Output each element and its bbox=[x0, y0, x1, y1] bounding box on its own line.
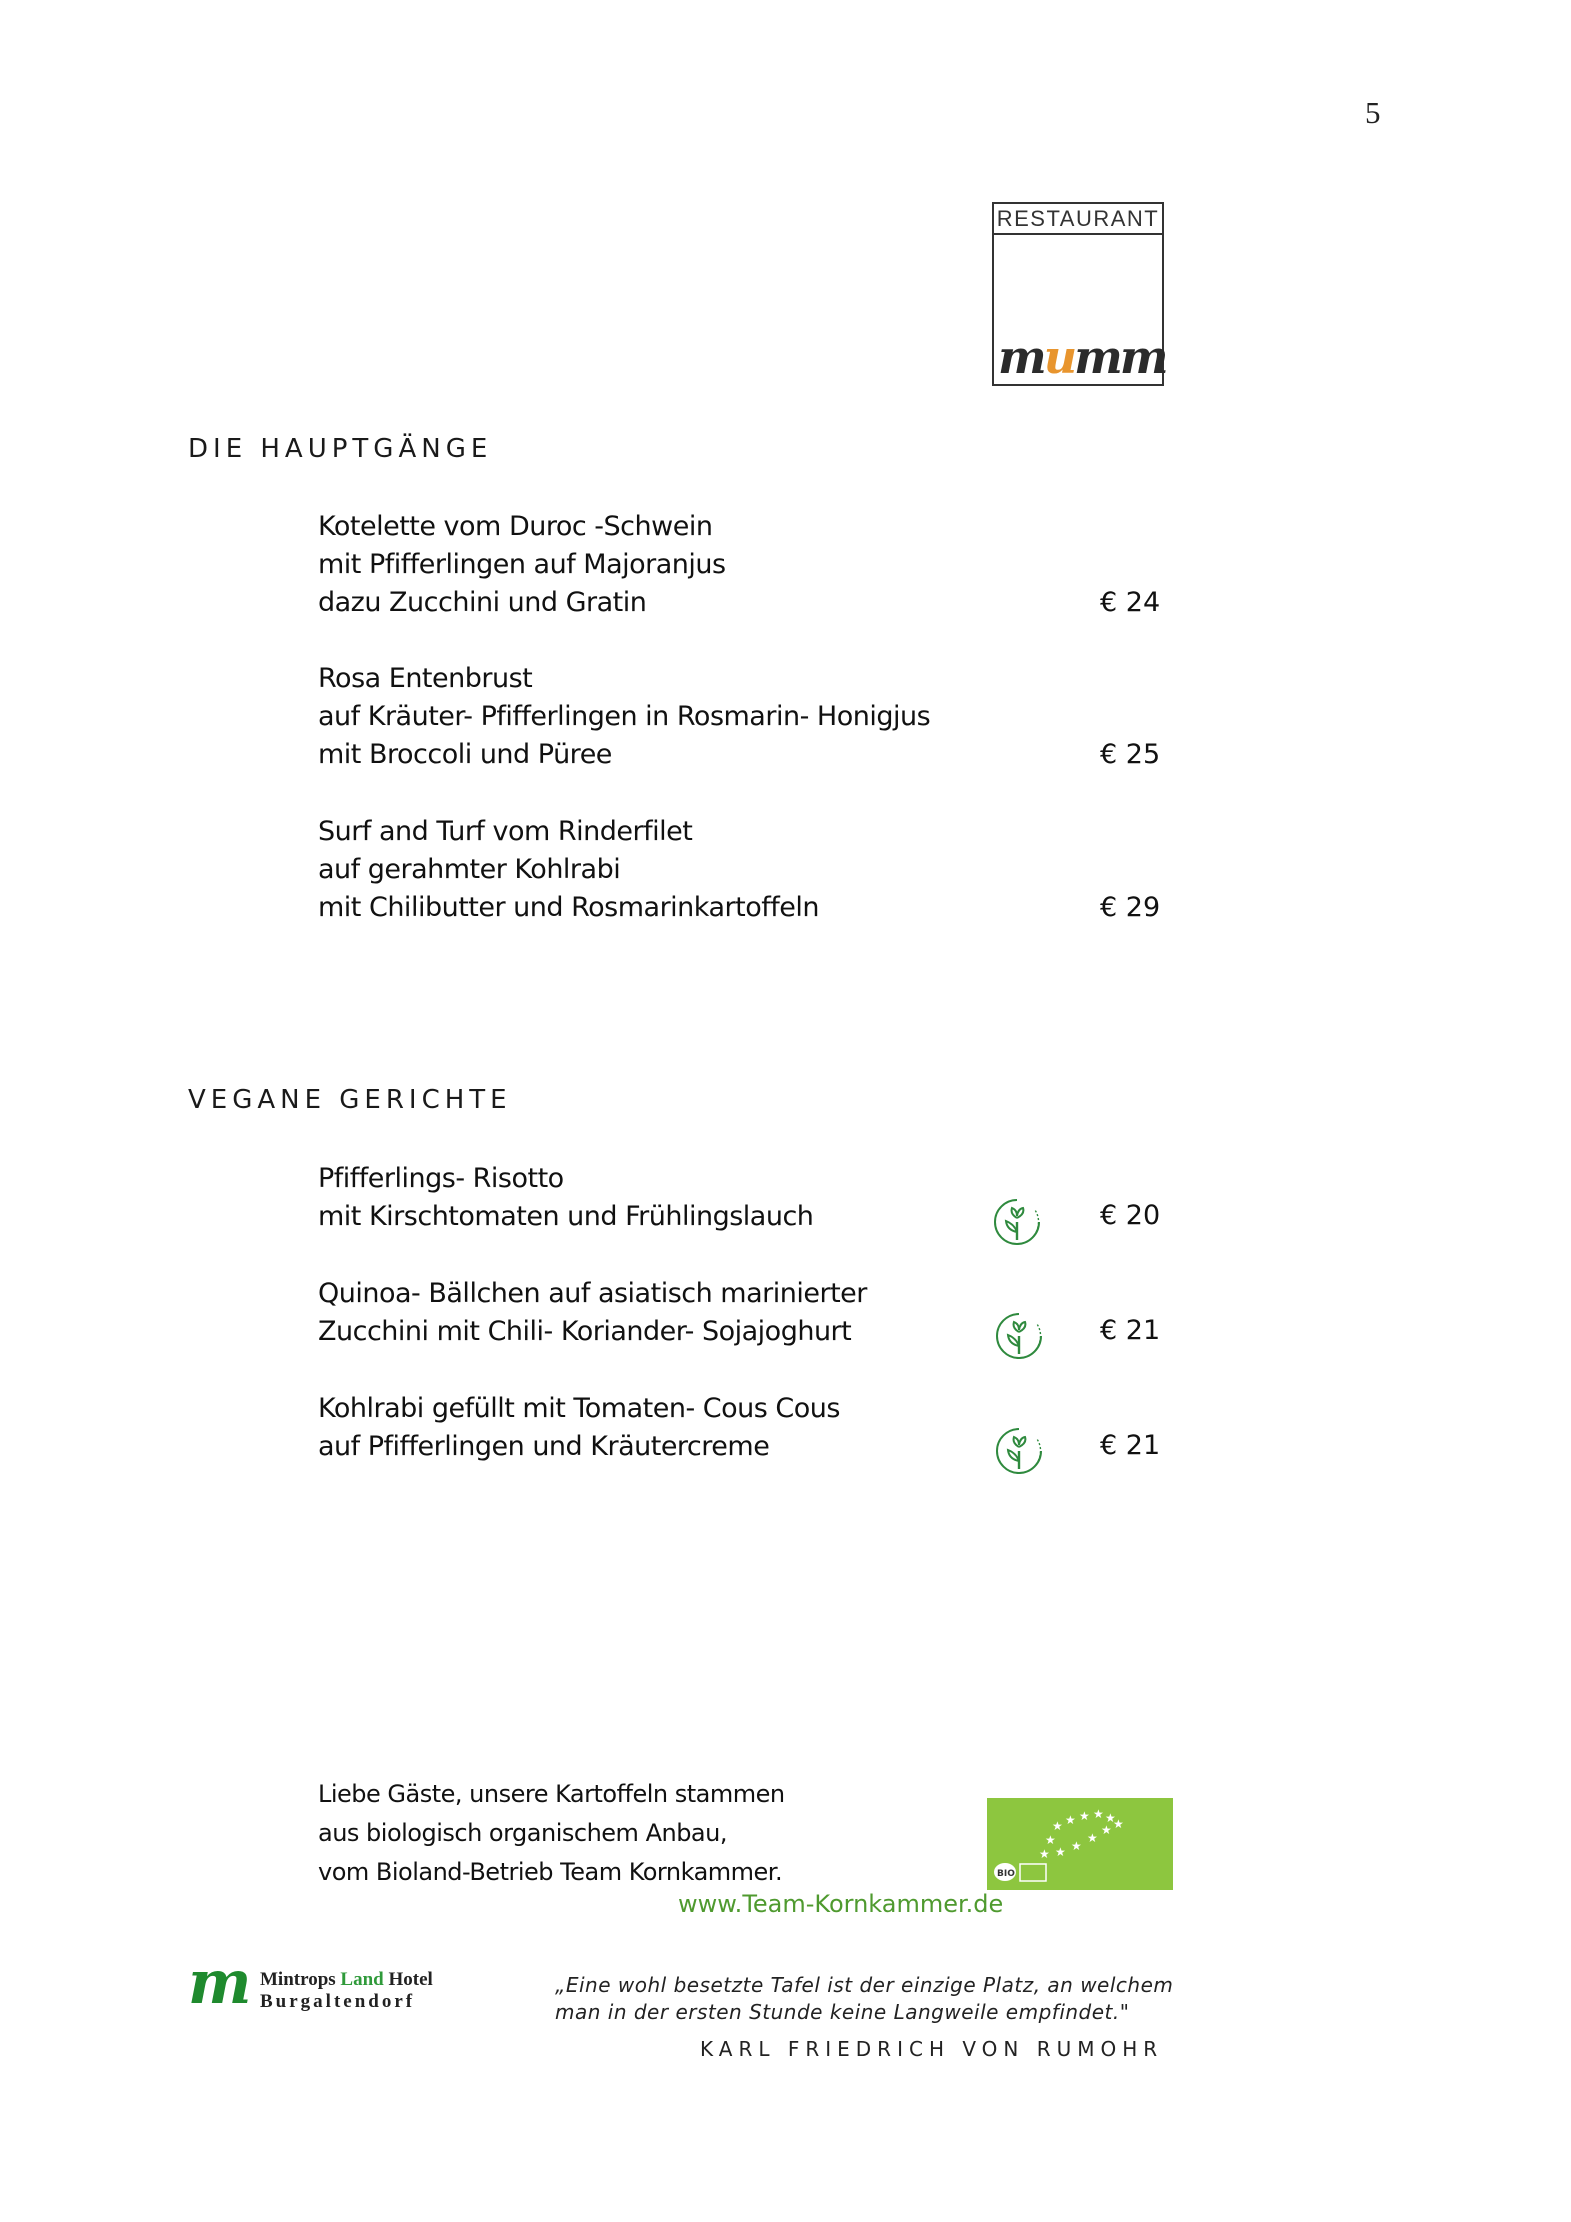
dish-vegan-2: Quinoa- Bällchen auf asiatisch marinierter Zucchini mit Chili- Koriander- Sojajoghurt bbox=[318, 1278, 867, 1347]
vegan-flower-icon bbox=[993, 1310, 1045, 1362]
hotel-name: Mintrops Land Hotel Burgaltendorf bbox=[260, 1969, 433, 2012]
svg-text:★: ★ bbox=[1039, 1847, 1050, 1861]
svg-text:★: ★ bbox=[1113, 1817, 1124, 1831]
hotel-logo bbox=[188, 1948, 458, 2018]
dish-main-2: Rosa Entenbrust auf Kräuter- Pfifferlingen in Rosmarin- Honigjus mit Broccoli und Püree bbox=[318, 663, 931, 770]
svg-text:BIO: BIO bbox=[997, 1869, 1015, 1879]
price-vegan-2: € 21 bbox=[1100, 1315, 1161, 1346]
dish-main-1: Kotelette vom Duroc -Schwein mit Pfifferlingen auf Majoranjus dazu Zucchini und Gratin bbox=[318, 511, 726, 618]
dish-main-3: Surf and Turf vom Rinderfilet auf gerahmter Kohlrabi mit Chilibutter und Rosmarinkartoffeln bbox=[318, 816, 819, 923]
eu-leaf-icon bbox=[987, 1798, 1173, 1890]
page-number: 5 bbox=[1365, 95, 1381, 130]
price-main-3: € 29 bbox=[1100, 892, 1161, 923]
logo-wordmark: mumm bbox=[998, 330, 1166, 384]
hotel-m-icon: m bbox=[188, 1948, 252, 2018]
price-vegan-3: € 21 bbox=[1100, 1430, 1161, 1461]
svg-text:★: ★ bbox=[1055, 1845, 1066, 1859]
section-heading-vegan: VEGANE GERICHTE bbox=[188, 1085, 512, 1115]
svg-text:★: ★ bbox=[1065, 1813, 1076, 1827]
vegan-flower-icon bbox=[991, 1196, 1043, 1248]
svg-text:★: ★ bbox=[1101, 1823, 1112, 1837]
section-heading-main: DIE HAUPTGÄNGE bbox=[188, 434, 493, 464]
svg-text:★: ★ bbox=[1071, 1839, 1082, 1853]
svg-text:★: ★ bbox=[1105, 1811, 1116, 1825]
dish-vegan-3: Kohlrabi gefüllt mit Tomaten- Cous Cous auf Pfifferlingen und Kräutercreme bbox=[318, 1393, 840, 1462]
svg-text:★: ★ bbox=[1045, 1833, 1056, 1847]
logo-restaurant-label: RESTAURANT bbox=[994, 204, 1162, 235]
bio-note: Liebe Gäste, unsere Kartoffeln stammen aus biologisch organischem Anbau, vom Bioland-Betrieb Team Kornkammer. bbox=[318, 1780, 785, 1886]
bio-url-link[interactable]: www.Team-Kornkammer.de bbox=[678, 1890, 1004, 1918]
quote-author: KARL FRIEDRICH VON RUMOHR bbox=[700, 2037, 1164, 2061]
svg-text:★: ★ bbox=[1079, 1809, 1090, 1823]
vegan-flower-icon bbox=[993, 1425, 1045, 1477]
eu-organic-logo bbox=[987, 1798, 1173, 1890]
price-vegan-1: € 20 bbox=[1100, 1200, 1161, 1231]
dish-vegan-1: Pfifferlings- Risotto mit Kirschtomaten und Frühlingslauch bbox=[318, 1163, 814, 1232]
svg-text:★: ★ bbox=[1093, 1807, 1104, 1821]
price-main-2: € 25 bbox=[1100, 739, 1161, 770]
quote-text: „Eine wohl besetzte Tafel ist der einzige Platz, an welchem man in der ersten Stunde keine Langweile empfindet." bbox=[555, 1973, 1174, 2024]
svg-text:★: ★ bbox=[1087, 1831, 1098, 1845]
price-main-1: € 24 bbox=[1100, 587, 1161, 618]
restaurant-logo bbox=[992, 202, 1164, 386]
svg-text:★: ★ bbox=[1052, 1819, 1063, 1833]
